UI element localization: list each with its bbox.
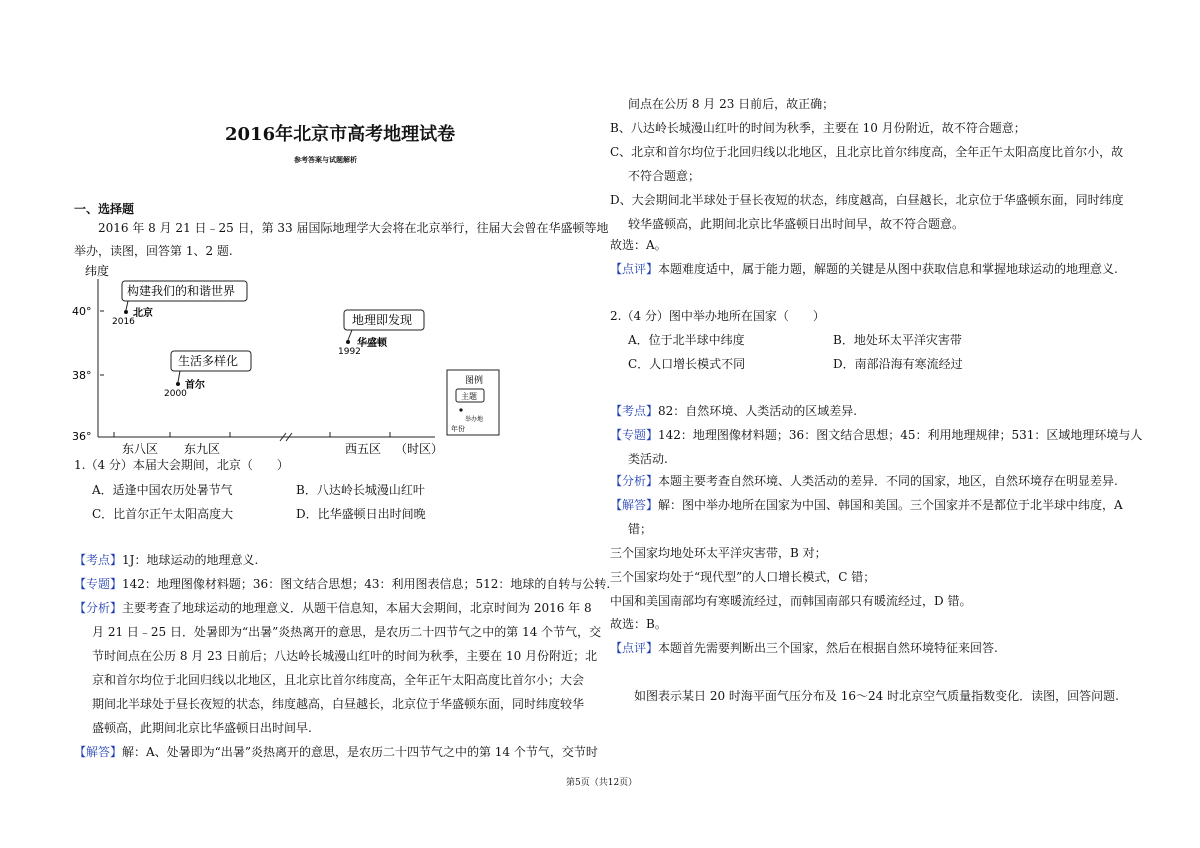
legend-place: 举办地 xyxy=(465,416,484,423)
event-city: 华盛顿 xyxy=(357,338,387,349)
fenxi-text: 主要考查了地球运动的地理意义．从题干信息知，本届大会期间，北京时间为 2016 年 8 xyxy=(122,601,592,615)
event-year: 2016 xyxy=(112,317,135,327)
answer-line: C、北京和首尔均位于北回归线以北地区，且北京比首尔纬度高，全年正午太阳高度比首尔小，故 xyxy=(610,145,1124,159)
legend-title: 图例 xyxy=(465,376,484,386)
page-footer: 第5页（共12页） xyxy=(566,778,638,788)
y-tick: 40° xyxy=(72,305,92,318)
page-subtitle: 参考答案与试题解析 xyxy=(294,155,357,164)
event-theme: 地理即发现 xyxy=(352,313,413,327)
q1-stem: 1.（4 分）本届大会期间，北京（ ） xyxy=(74,458,289,472)
q2-option-c[interactable]: C．人口增长模式不同 xyxy=(628,357,746,371)
jieda-line: 中国和美国南部均有寒暖流经过，而韩国南部只有暖流经过，D 错。 xyxy=(610,594,972,608)
jieda-tag: 【解答】 xyxy=(610,498,659,512)
event-dot xyxy=(124,310,128,314)
event-theme: 生活多样化 xyxy=(178,354,239,368)
event-dot xyxy=(346,340,350,344)
answer-line: 不符合题意； xyxy=(628,169,701,183)
section-heading: 一、选择题 xyxy=(74,202,135,216)
zhuanti-text: 142：地理图像材料题；36：图文结合思想；43：利用图表信息；512：地球的自转与公转. xyxy=(122,577,611,591)
q1-option-b[interactable]: B．八达岭长城漫山红叶 xyxy=(296,483,425,497)
kaodian-tag: 【考点】 xyxy=(74,553,123,567)
y-axis-title: 纬度 xyxy=(85,264,110,278)
jieda-text: 解：A、处暑即为“出暑”炎热离开的意思，是农历二十四节气之中的第 14 个节气，交节时 xyxy=(122,745,598,759)
q2-stem: 2.（4 分）图中举办地所在国家（ ） xyxy=(610,309,825,323)
intro-line: 2016 年 8 月 21 日﹣25 日，第 33 届国际地理学大会将在北京举行，往届大会曾在华盛顿等地 xyxy=(98,221,609,235)
jieda-line: 三个国家均处于“现代型”的人口增长模式，C 错； xyxy=(610,570,876,584)
fenxi-line: 月 21 日﹣25 日．处暑即为“出暑”炎热离开的意思，是农历二十四节气之中的第 14 个节气，交 xyxy=(92,625,602,639)
kaodian-text: 82：自然环境、人类活动的区域差异. xyxy=(658,404,858,418)
answer-line: B、八达岭长城漫山红叶的时间为秋季，主要在 10 月份附近，故不符合题意； xyxy=(610,121,1026,135)
fenxi-line: 节时间点在公历 8 月 23 日前后；八达岭长城漫山红叶的时间为秋季，主要在 10 月份附近；北 xyxy=(92,649,598,663)
event-city: 北京 xyxy=(133,308,153,319)
x-label: 西五区 xyxy=(345,442,382,456)
x-label: 东九区 xyxy=(184,442,221,456)
fenxi-line: 盛顿高，此期间北京比华盛顿日出时间早. xyxy=(92,721,312,735)
dianping-text: 本题难度适中，属于能力题，解题的关键是从图中获取信息和掌握地球运动的地理意义. xyxy=(658,262,1118,276)
event-year: 1992 xyxy=(338,347,361,357)
event-city: 首尔 xyxy=(185,380,205,391)
page-title: 2016年北京市高考地理试卷 xyxy=(225,124,456,145)
dianping-tag: 【点评】 xyxy=(610,641,659,655)
jieda-tag: 【解答】 xyxy=(74,745,123,759)
q2-option-d[interactable]: D．南部沿海有寒流经过 xyxy=(833,357,963,371)
event-theme: 构建我们的和谐世界 xyxy=(127,284,236,298)
jieda-line: 三个国家均地处环太平洋灾害带，B 对； xyxy=(610,546,827,560)
fenxi-text: 本题主要考查自然环境、人类活动的差异．不同的国家，地区，自然环境存在明显差异. xyxy=(658,474,1118,488)
x-label: （时区） xyxy=(395,442,444,456)
kaodian-tag: 【考点】 xyxy=(610,404,659,418)
fenxi-tag: 【分析】 xyxy=(74,601,123,615)
dianping-tag: 【点评】 xyxy=(610,262,659,276)
q1-option-a[interactable]: A．适逢中国农历处暑节气 xyxy=(92,483,233,497)
intro-line: 举办，读图，回答第 1、2 题. xyxy=(74,244,233,258)
zhuanti-text: 142：地理图像材料题；36：图文结合思想；45：利用地理规律；531：区域地理环境与人 xyxy=(658,428,1143,442)
zhuanti-tag: 【专题】 xyxy=(610,428,659,442)
x-label: 东八区 xyxy=(122,442,159,456)
event-year: 2000 xyxy=(164,389,187,399)
y-tick: 36° xyxy=(72,430,92,443)
legend-year: 年份 xyxy=(451,425,465,433)
jieda-line: 故选：B。 xyxy=(610,617,667,631)
q1-option-d[interactable]: D．比华盛顿日出时间晚 xyxy=(296,507,426,521)
conference-map-figure xyxy=(70,262,510,457)
answer-line: D、大会期间北半球处于昼长夜短的状态，纬度越高，白昼越长，北京位于华盛顿东面，同时纬度 xyxy=(610,193,1124,207)
y-tick: 38° xyxy=(72,369,92,382)
fenxi-line: 期间北半球处于昼长夜短的状态，纬度越高，白昼越长，北京位于华盛顿东面，同时纬度较华 xyxy=(92,697,585,711)
kaodian-text: 1J：地球运动的地理意义. xyxy=(122,553,259,567)
legend-theme: 主题 xyxy=(461,392,477,401)
answer-line: 较华盛顿高，此期间北京比华盛顿日出时间早，故不符合题意。 xyxy=(628,217,965,231)
answer-line: 间点在公历 8 月 23 日前后，故正确； xyxy=(628,97,835,111)
jieda-text: 解：图中举办地所在国家为中国、韩国和美国。三个国家并不是都位于北半球中纬度，A xyxy=(658,498,1123,512)
fenxi-tag: 【分析】 xyxy=(610,474,659,488)
fenxi-line: 京和首尔均位于北回归线以北地区，且北京比首尔纬度高，全年正午太阳高度比首尔小；大会 xyxy=(92,673,585,687)
answer-line: 故选：A。 xyxy=(610,238,667,252)
q1-option-c[interactable]: C．比首尔正午太阳高度大 xyxy=(92,507,234,521)
zhuanti-text: 类活动. xyxy=(628,452,668,466)
zhuanti-tag: 【专题】 xyxy=(74,577,123,591)
q2-option-b[interactable]: B．地处环太平洋灾害带 xyxy=(833,333,962,347)
jieda-text: 错； xyxy=(628,522,653,536)
event-dot xyxy=(176,382,180,386)
dianping-text: 本题首先需要判断出三个国家，然后在根据自然环境特征来回答. xyxy=(658,641,998,655)
next-question-intro: 如图表示某日 20 时海平面气压分布及 16～24 时北京空气质量指数变化．读图，回答问题. xyxy=(634,689,1119,703)
q2-option-a[interactable]: A．位于北半球中纬度 xyxy=(628,333,745,347)
